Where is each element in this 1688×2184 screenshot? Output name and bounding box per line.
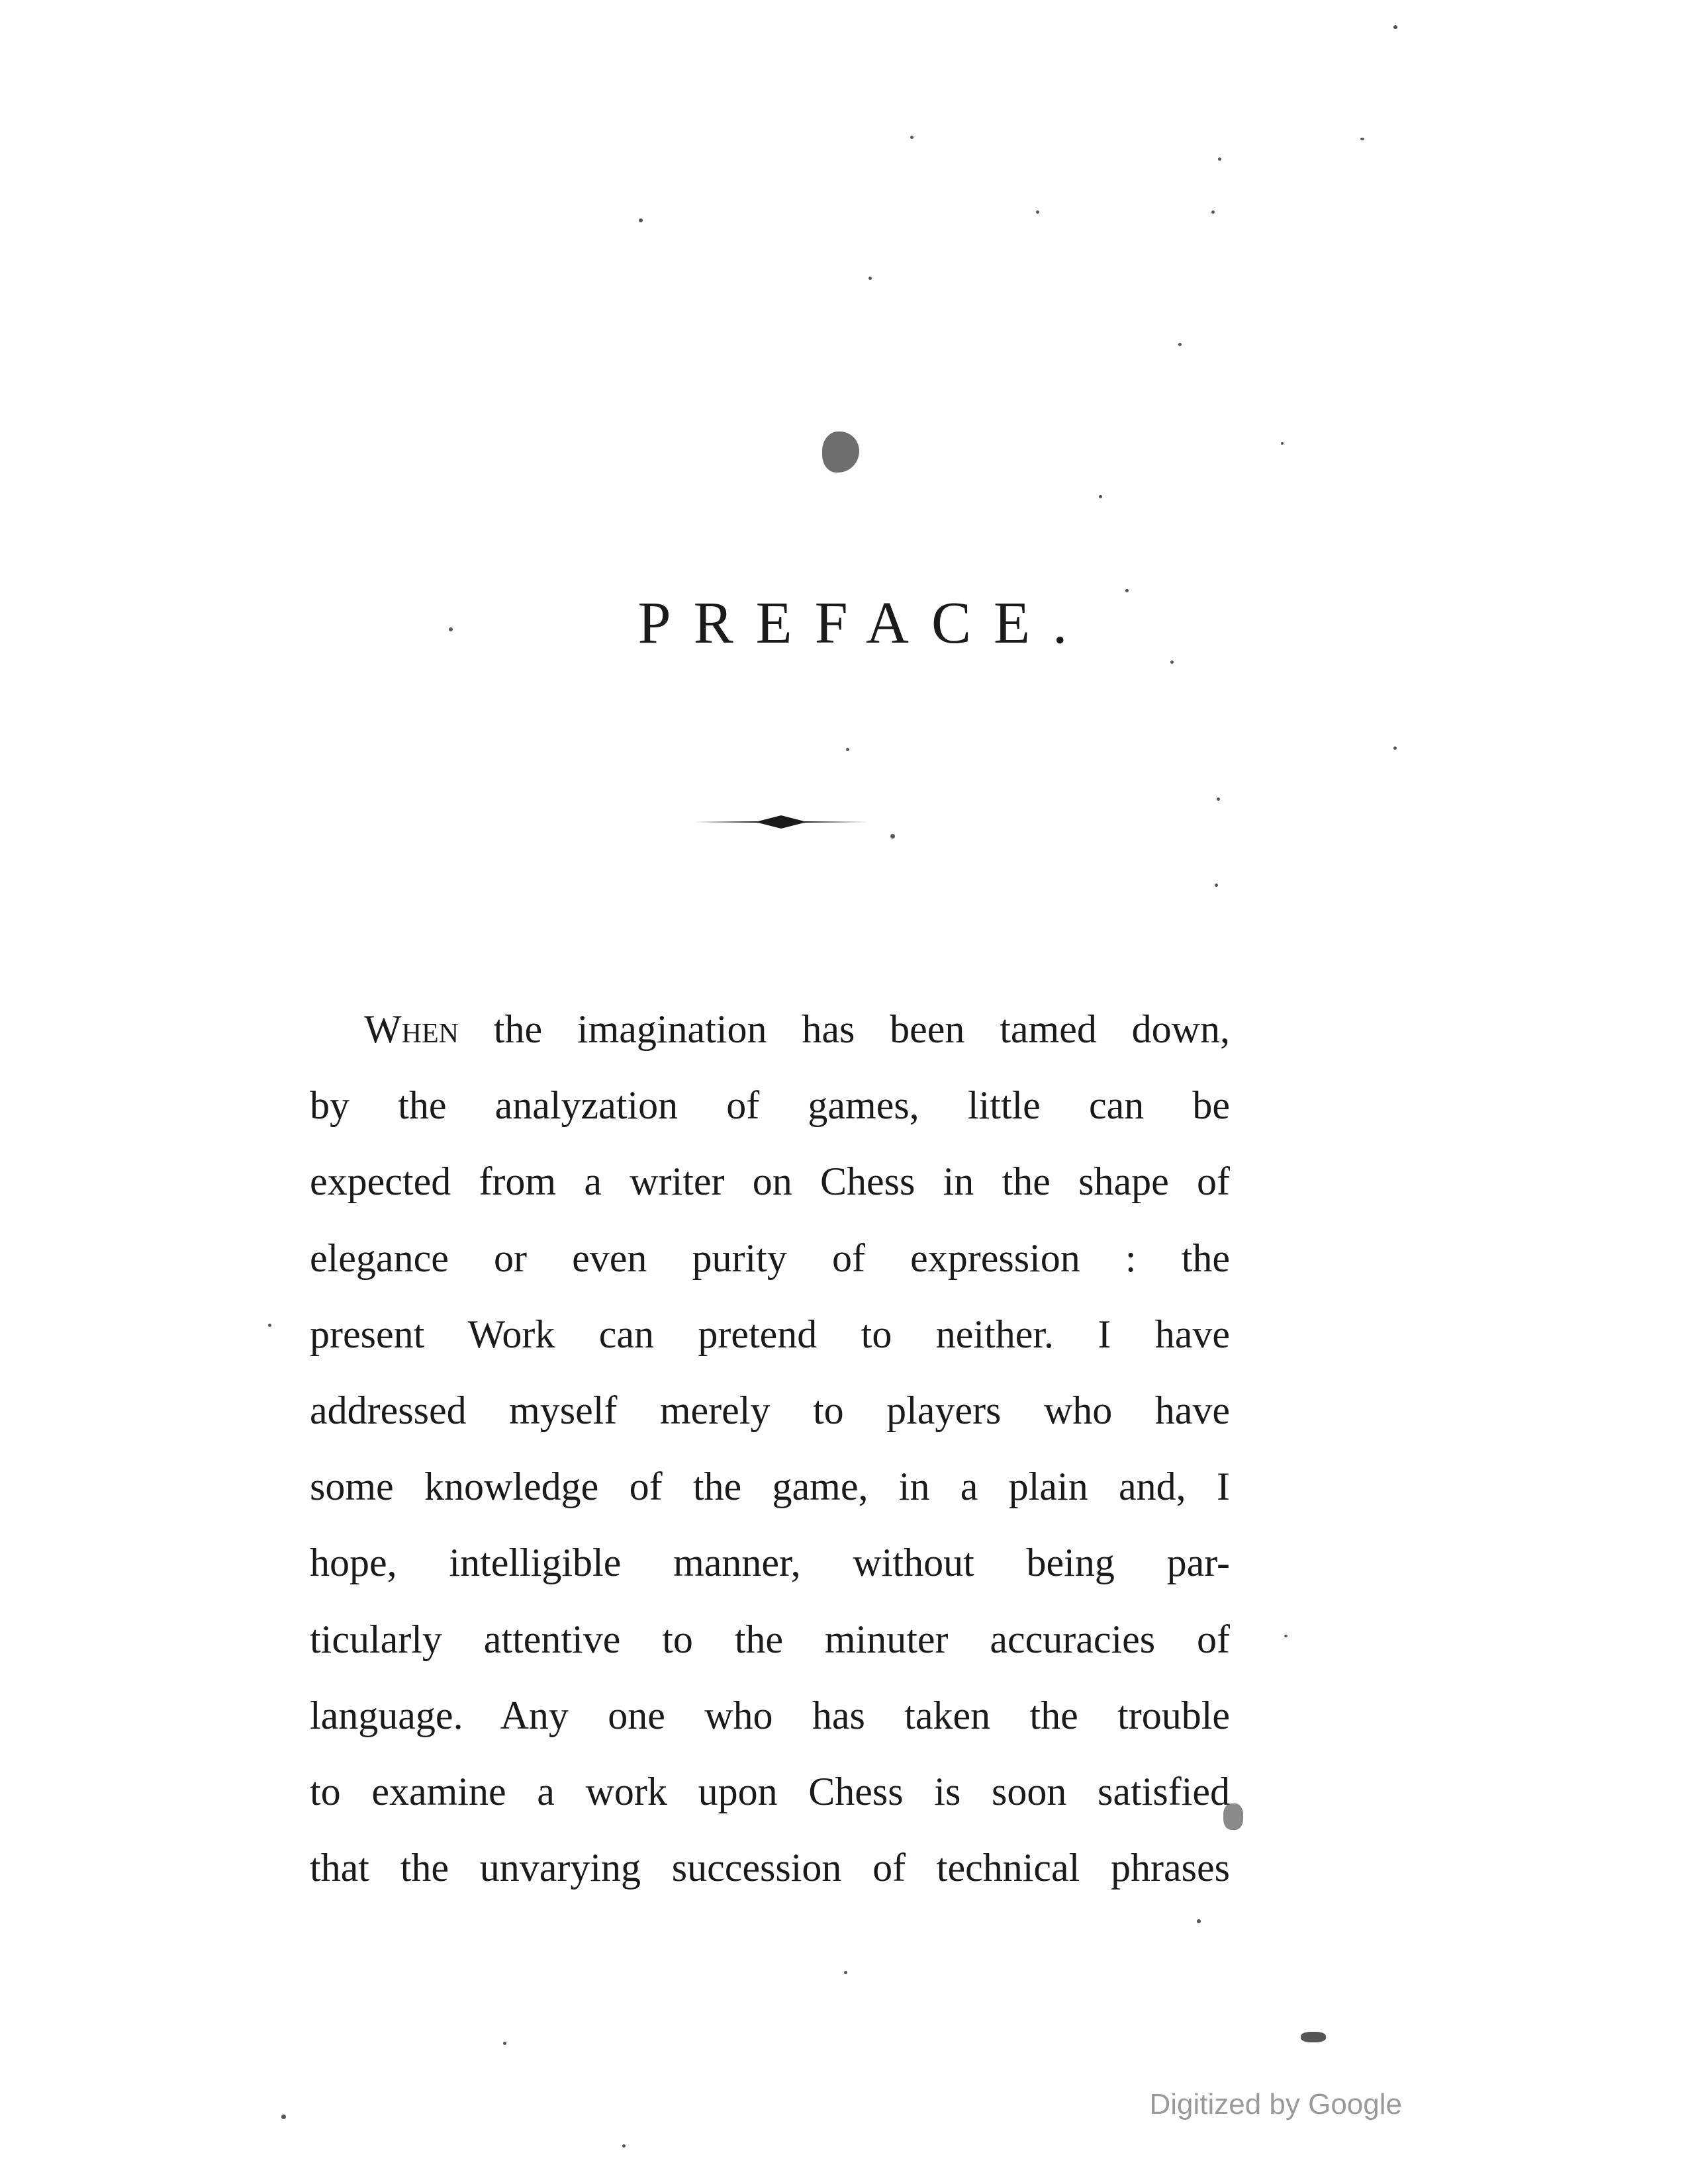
speck — [1215, 884, 1218, 887]
speck — [846, 748, 849, 751]
digitized-watermark: Digitized by Google — [1149, 2088, 1402, 2120]
body-line-3: expected from a writer on Chess in the shape of — [310, 1160, 1230, 1204]
speck — [1393, 747, 1397, 750]
ink-blot — [822, 432, 859, 473]
body-line-11: to examine a work upon Chess is soon satisfied — [310, 1770, 1230, 1814]
speck — [1170, 660, 1174, 664]
body-line-2: by the analyzation of games, little can be — [310, 1083, 1230, 1128]
speck — [868, 277, 872, 280]
divider-ornament — [695, 813, 867, 831]
body-line-7: some knowledge of the game, in a plain and, I — [310, 1465, 1230, 1509]
body-line-6: addressed myself merely to players who have — [310, 1388, 1230, 1433]
speck — [503, 2042, 506, 2045]
speck — [281, 2115, 286, 2119]
speck — [268, 1324, 271, 1327]
speck — [1281, 442, 1284, 445]
speck — [890, 834, 895, 839]
speck — [1217, 797, 1220, 801]
page-title: PREFACE. — [637, 590, 1090, 656]
speck — [1178, 343, 1182, 346]
body-line-1-rest: the imagination has been tamed down, — [458, 1007, 1230, 1051]
speck — [910, 136, 914, 139]
speck — [1218, 158, 1221, 161]
speck — [1197, 1919, 1201, 1923]
speck — [622, 2144, 626, 2148]
speck — [1211, 210, 1215, 214]
speck — [1036, 210, 1039, 214]
opening-word: When — [364, 1007, 459, 1051]
ink-smudge — [1301, 2032, 1326, 2042]
preface-body — [310, 991, 1230, 1906]
body-line-5: present Work can pretend to neither. I have — [310, 1312, 1230, 1356]
speck — [639, 218, 643, 222]
body-line-10: language. Any one who has taken the trouble — [310, 1693, 1230, 1737]
speck — [1284, 1635, 1288, 1637]
body-line-9: ticularly attentive to the minuter accuracies of — [310, 1617, 1230, 1661]
speck — [844, 1971, 847, 1974]
speck — [1360, 138, 1364, 140]
speck — [1099, 495, 1102, 498]
body-line-1 — [310, 991, 1230, 1068]
body-line-8: hope, intelligible manner, without being par- — [310, 1541, 1230, 1585]
speck — [1393, 25, 1397, 29]
body-line-12: that the unvarying succession of technical phrases — [310, 1846, 1230, 1890]
body-line-4: elegance or even purity of expression : the — [310, 1236, 1230, 1280]
